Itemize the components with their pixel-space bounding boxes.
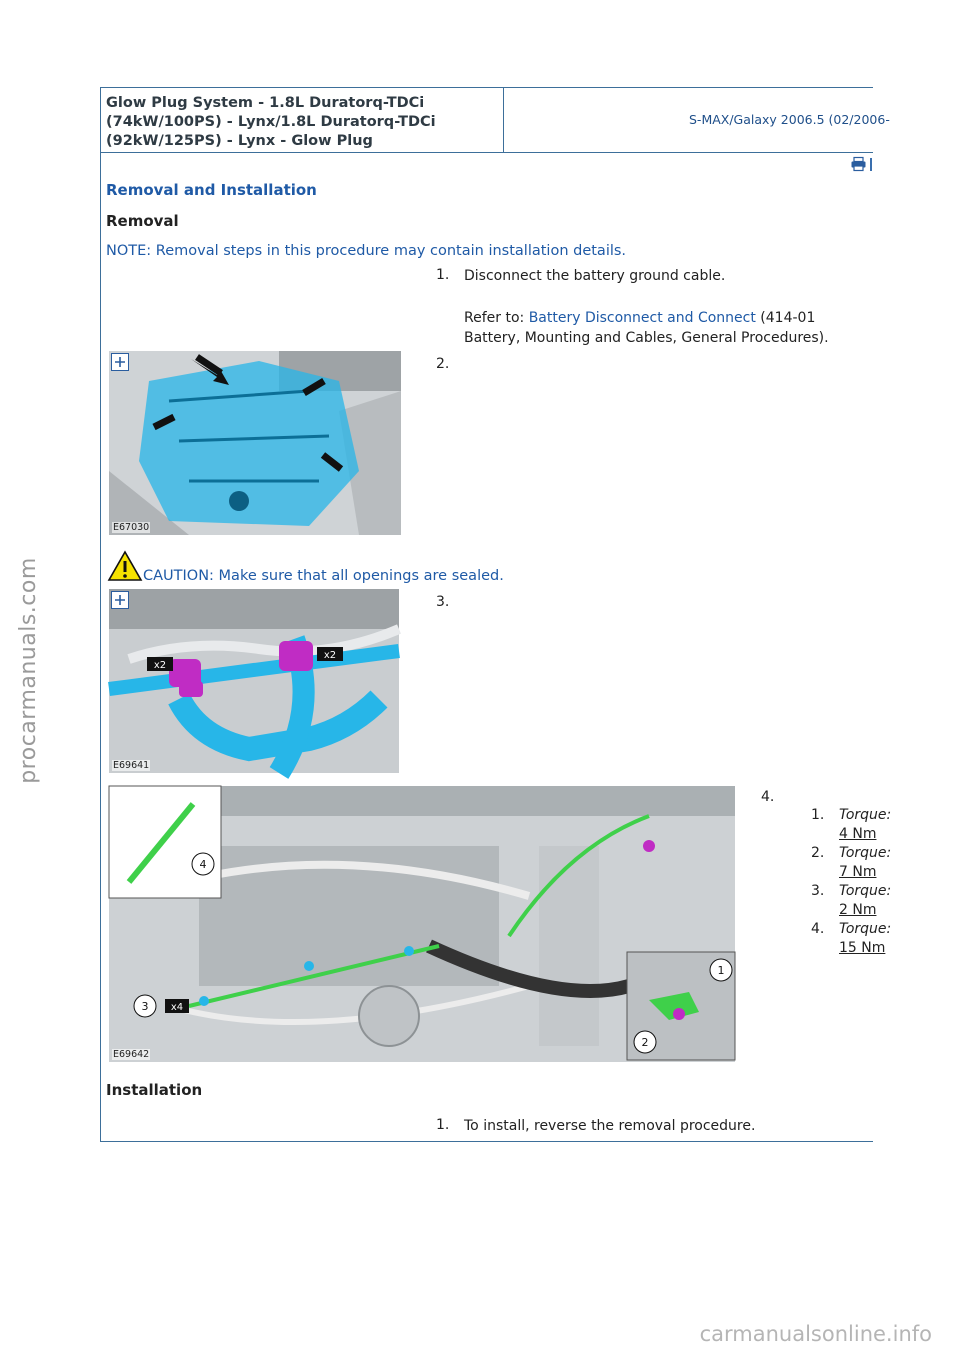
torque-value[interactable]: 4 Nm	[839, 826, 877, 842]
callout-4: 4	[199, 858, 207, 871]
figure-code: E69642	[113, 1049, 150, 1060]
step-1-text: Disconnect the battery ground cable.	[464, 268, 726, 284]
callout-x2-right: x2	[323, 650, 337, 661]
step-4-number: 4.	[761, 789, 775, 805]
install-step-1-number: 1.	[436, 1117, 450, 1133]
torque-value[interactable]: 15 Nm	[839, 940, 886, 956]
side-watermark: procarmanuals.com	[15, 556, 41, 784]
step-1-number: 1.	[436, 267, 450, 283]
torque-item	[799, 807, 892, 845]
torque-number: 2.	[811, 845, 825, 861]
install-step-1-text: To install, reverse the removal procedure.	[464, 1118, 756, 1134]
refer-prefix: Refer to:	[464, 310, 529, 326]
torque-label: Torque:	[839, 883, 892, 899]
torque-number: 1.	[811, 807, 825, 823]
header-row	[101, 87, 890, 153]
vehicle-model: S-MAX/Galaxy 2006.5 (02/2006-	[689, 112, 890, 127]
callout-2: 2	[641, 1036, 649, 1049]
refer-suffix-2: Battery, Mounting and Cables, General Procedures).	[464, 330, 829, 346]
print-divider	[870, 158, 872, 171]
torque-label: Torque:	[839, 845, 892, 861]
torque-value[interactable]: 7 Nm	[839, 864, 877, 880]
caution-row	[106, 551, 806, 584]
torque-list	[799, 807, 892, 959]
step-4-figure	[109, 786, 735, 1062]
removal-title: Removal	[106, 212, 179, 230]
section-title: Removal and Installation	[106, 181, 317, 199]
bottom-watermark: carmanualsonline.info	[699, 1322, 932, 1346]
zoom-icon[interactable]	[111, 353, 129, 371]
installation-title: Installation	[106, 1081, 203, 1099]
figure-code: E69641	[113, 760, 150, 771]
torque-item	[799, 921, 892, 959]
procedure-frame	[100, 87, 892, 1142]
callout-3: 3	[141, 1000, 149, 1013]
callout-x2-left: x2	[153, 660, 167, 671]
step-3-figure	[109, 589, 399, 773]
page-title	[106, 94, 496, 151]
step-2-figure	[109, 351, 401, 535]
header-divider	[503, 88, 504, 152]
torque-number: 3.	[811, 883, 825, 899]
step-2-number: 2.	[436, 356, 450, 372]
caution-text: CAUTION: Make sure that all openings are sealed.	[143, 568, 504, 584]
battery-disconnect-link[interactable]: Battery Disconnect and Connect	[528, 310, 756, 326]
torque-item	[799, 883, 892, 921]
callout-1: 1	[717, 964, 725, 977]
torque-value[interactable]: 2 Nm	[839, 902, 877, 918]
torque-number: 4.	[811, 921, 825, 937]
torque-item	[799, 845, 892, 883]
callout-x4: x4	[170, 1002, 184, 1013]
print-icon[interactable]	[851, 156, 866, 175]
title-line-1: Glow Plug System - 1.8L Duratorq-TDCi	[106, 95, 425, 111]
title-line-3: (92kW/125PS) - Lynx - Glow Plug	[106, 133, 373, 149]
step-3-number: 3.	[436, 594, 450, 610]
removal-note: NOTE: Removal steps in this procedure may contain installation details.	[106, 243, 627, 259]
refer-suffix-1: (414-01	[755, 310, 816, 326]
torque-label: Torque:	[839, 921, 892, 937]
step-1-reference	[464, 308, 873, 348]
zoom-icon[interactable]	[111, 591, 129, 609]
title-line-2: (74kW/100PS) - Lynx/1.8L Duratorq-TDCi	[106, 114, 436, 130]
figure-code: E67030	[113, 522, 150, 533]
torque-label: Torque:	[839, 807, 892, 823]
caution-triangle-icon	[108, 551, 142, 585]
